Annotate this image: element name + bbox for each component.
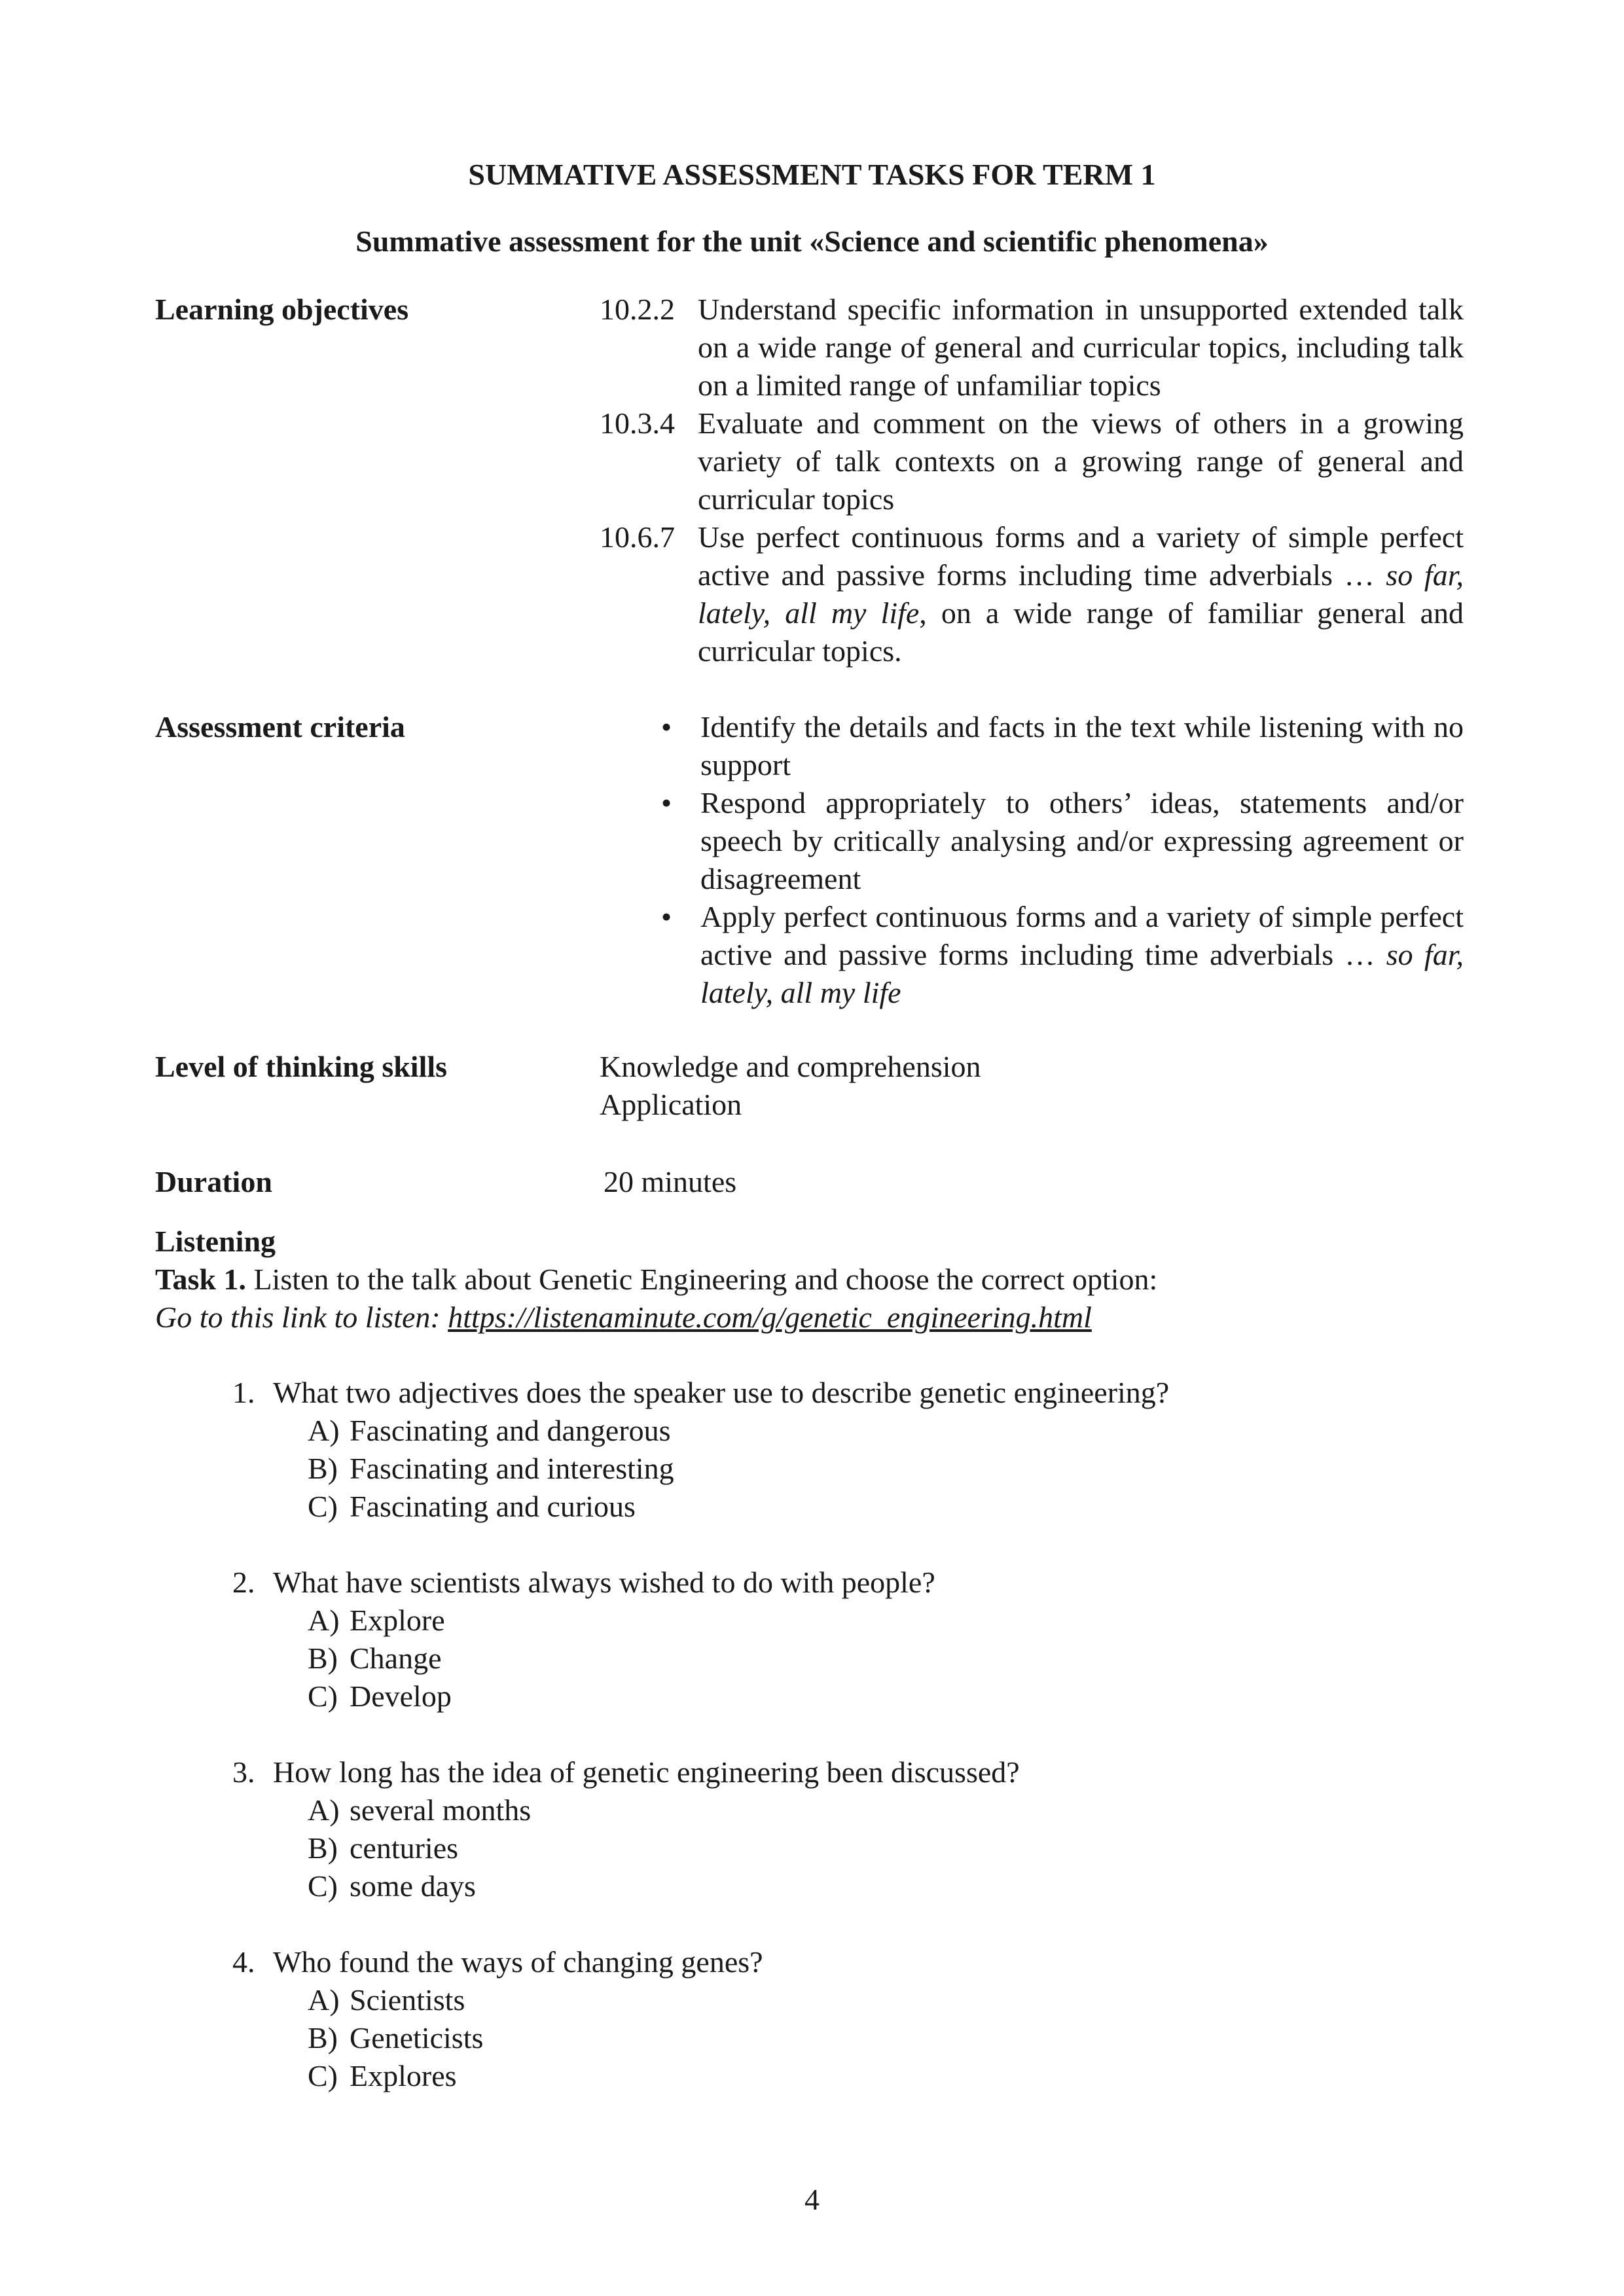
option-text: Explore [350, 1604, 445, 1637]
option-item [308, 1412, 671, 1450]
learning-objectives-list [600, 291, 1464, 670]
option-item [308, 2057, 457, 2095]
criteria-item [661, 784, 1464, 898]
option-item [308, 1829, 458, 1867]
option-text: some days [350, 1869, 476, 1903]
listen-link[interactable]: https://listenaminute.com/g/genetic_engineering.html [448, 1300, 1092, 1334]
objective-code: 10.2.2 [600, 293, 675, 326]
option-letter: B) [308, 1641, 338, 1675]
option-letter: B) [308, 2021, 338, 2054]
question-number: 4. [232, 1945, 255, 1979]
duration-value: 20 minutes [604, 1165, 737, 1198]
objective-item [600, 404, 1464, 518]
task-text: Listen to the talk about Genetic Engineering and choose the correct option: [245, 1263, 1158, 1296]
listen-link-intro: Go to this link to listen: [155, 1300, 448, 1334]
option-item [308, 1602, 445, 1640]
question-number: 2. [232, 1566, 255, 1599]
option-item [308, 1677, 452, 1715]
option-text: Scientists [350, 1983, 465, 2017]
option-item [308, 1791, 531, 1829]
criteria-item [661, 708, 1464, 784]
option-letter: C) [308, 1679, 338, 1713]
objective-code: 10.3.4 [600, 406, 675, 440]
option-text: centuries [350, 1831, 459, 1865]
bullet-icon: • [661, 786, 672, 819]
option-letter: A) [308, 1604, 340, 1637]
thinking-skill-item: Application [600, 1088, 742, 1121]
criteria-text: Identify the details and facts in the text while listening with no support [700, 710, 1464, 781]
listening-heading: Listening [155, 1225, 276, 1258]
option-text: Develop [350, 1679, 452, 1713]
objective-text: Understand specific information in unsupported extended talk on a wide range of general and curricular topics, including talk on a limited range of unfamiliar topics [698, 293, 1464, 402]
criteria-text: Apply perfect continuous forms and a variety of simple perfect active and passive forms including time adverbials … [700, 900, 1464, 971]
option-text: several months [350, 1793, 532, 1827]
option-letter: A) [308, 1983, 340, 2017]
option-item [308, 1640, 442, 1677]
option-item [308, 2019, 483, 2057]
criteria-text: Respond appropriately to others’ ideas, statements and/or speech by critically analysing and/or expressing agreement or disagreement [700, 786, 1464, 895]
criteria-item [661, 898, 1464, 1012]
objective-text-part: , on a wide range of familiar general and curricular topics. [698, 596, 1464, 668]
question-number: 1. [232, 1376, 255, 1409]
option-text: Fascinating and dangerous [350, 1414, 671, 1447]
page-subtitle: Summative assessment for the unit «Science and scientific phenomena» [355, 224, 1269, 258]
thinking-skills-values [600, 1048, 981, 1124]
option-text: Fascinating and curious [350, 1490, 636, 1523]
assessment-criteria-label: Assessment criteria [155, 710, 405, 744]
option-text: Explores [350, 2059, 457, 2092]
option-item [308, 1450, 674, 1488]
objective-item [600, 291, 1464, 404]
option-item [308, 1981, 465, 2019]
thinking-skill-item: Knowledge and comprehension [600, 1050, 981, 1083]
thinking-skills-label: Level of thinking skills [155, 1050, 448, 1083]
question-text: What have scientists always wished to do with people? [273, 1566, 935, 1599]
page-title: SUMMATIVE ASSESSMENT TASKS FOR TERM 1 [468, 158, 1156, 191]
page-number: 4 [804, 2183, 820, 2216]
option-text: Change [350, 1641, 442, 1675]
question-2 [232, 1564, 935, 1602]
assessment-criteria-list [661, 708, 1464, 1012]
option-letter: C) [308, 2059, 338, 2092]
objective-code: 10.6.7 [600, 520, 675, 554]
question-text: What two adjectives does the speaker use to describe genetic engineering? [273, 1376, 1170, 1409]
option-letter: C) [308, 1869, 338, 1903]
question-text: Who found the ways of changing genes? [273, 1945, 763, 1979]
objective-text: Evaluate and comment on the views of others in a growing variety of talk contexts on a growing range of general and curricular topics [698, 406, 1464, 516]
option-letter: B) [308, 1452, 338, 1485]
option-letter: A) [308, 1414, 340, 1447]
bullet-icon: • [661, 900, 672, 933]
question-1 [232, 1374, 1169, 1412]
option-text: Fascinating and interesting [350, 1452, 674, 1485]
option-letter: B) [308, 1831, 338, 1865]
bullet-icon: • [661, 710, 672, 744]
question-3 [232, 1753, 1020, 1791]
duration-label: Duration [155, 1165, 272, 1198]
objective-text-italic: so far, lately, all my life [698, 558, 1464, 630]
option-item [308, 1488, 636, 1526]
question-4 [232, 1943, 763, 1981]
learning-objectives-label: Learning objectives [155, 293, 409, 326]
option-letter: C) [308, 1490, 338, 1523]
question-text: How long has the idea of genetic engineering been discussed? [273, 1755, 1020, 1789]
task-label: Task 1. [155, 1263, 246, 1296]
option-letter: A) [308, 1793, 340, 1827]
criteria-text-italic: so far, lately, all my life [700, 938, 1464, 1009]
objective-text [698, 518, 1464, 670]
task-instruction [155, 1261, 1157, 1299]
listen-link-line [155, 1299, 1092, 1336]
objective-item [600, 518, 1464, 670]
option-text: Geneticists [350, 2021, 484, 2054]
objective-text-part: Use perfect continuous forms and a variety of simple perfect active and passive forms including time adverbials … [698, 520, 1464, 592]
question-number: 3. [232, 1755, 255, 1789]
option-item [308, 1867, 476, 1905]
